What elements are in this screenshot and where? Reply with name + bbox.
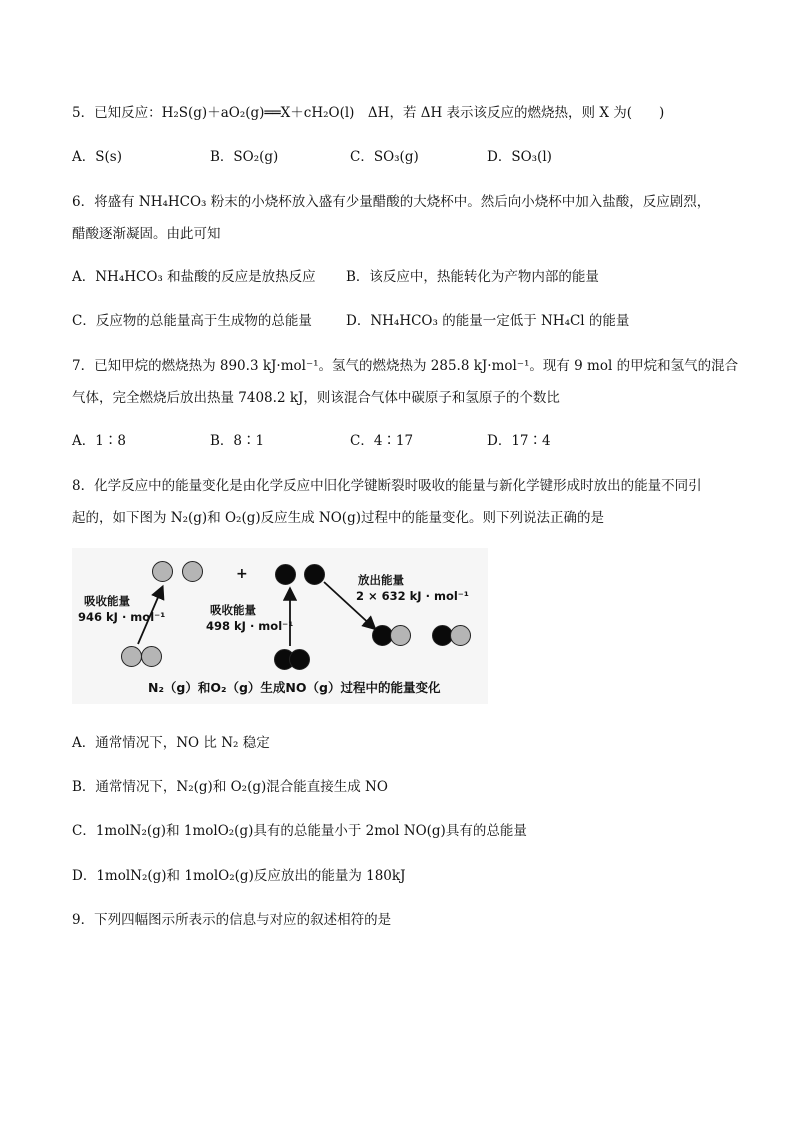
q7-option-b: B．8∶1: [210, 433, 265, 449]
q8-option-a: A．通常情况下，NO 比 N₂ 稳定: [72, 735, 270, 751]
q8-stem-line1: 8．化学反应中的能量变化是由化学反应中旧化学键断裂时吸收的能量与新化学键形成时放出的能量不同引: [72, 478, 702, 494]
q6-option-d: D．NH₄HCO₃ 的能量一定低于 NH₄Cl 的能量: [346, 313, 630, 329]
figure-caption: N₂（g）和O₂（g）生成NO（g）过程中的能量变化: [148, 680, 441, 695]
q6-option-a: A．NH₄HCO₃ 和盐酸的反应是放热反应: [72, 269, 316, 285]
q7-option-d: D．17∶4: [487, 433, 551, 449]
q7-stem-line2: 气体，完全燃烧后放出热量 7408.2 kJ，则该混合气体中碳原子和氢原子的个数比: [72, 390, 560, 406]
q8-option-b: B．通常情况下，N₂(g)和 O₂(g)混合能直接生成 NO: [72, 779, 388, 795]
release-energy-label: 放出能量: [358, 573, 404, 587]
absorb-energy-label-2: 吸收能量: [210, 603, 256, 617]
q5-option-b: B．SO₂(g): [210, 149, 279, 165]
q7-stem-line1: 7．已知甲烷的燃烧热为 890.3 kJ·mol⁻¹。氢气的燃烧热为 285.8 kJ·mol⁻¹。现有 9 mol 的甲烷和氢气的混合: [72, 358, 739, 374]
q8-option-d: D．1molN₂(g)和 1molO₂(g)反应放出的能量为 180kJ: [72, 868, 406, 884]
q7-option-a: A．1∶8: [72, 433, 126, 449]
q8-option-c: C．1molN₂(g)和 1molO₂(g)具有的总能量小于 2mol NO(g)具有的总能量: [72, 823, 527, 839]
q5-option-c: C．SO₃(g): [350, 149, 419, 165]
q5-stem: 5．已知反应：H₂S(g)＋aO₂(g)══X＋cH₂O(l) ΔH，若 ΔH 表示该反应的燃烧热，则 X 为( ): [72, 105, 665, 121]
q6-option-c: C．反应物的总能量高于生成物的总能量: [72, 313, 312, 329]
plus-sign: +: [236, 566, 248, 582]
q7-option-c: C．4∶17: [350, 433, 414, 449]
q8-stem-line2: 起的，如下图为 N₂(g)和 O₂(g)反应生成 NO(g)过程中的能量变化。则下列说法正确的是: [72, 510, 604, 526]
q6-option-b: B．该反应中，热能转化为产物内部的能量: [346, 269, 599, 285]
q6-stem-line2: 醋酸逐渐凝固。由此可知: [72, 226, 221, 242]
q5-option-a: A．S(s): [72, 149, 122, 165]
q5-option-d: D．SO₃(l): [487, 149, 552, 165]
q6-stem-line1: 6．将盛有 NH₄HCO₃ 粉末的小烧杯放入盛有少量醋酸的大烧杯中。然后向小烧杯中加入盐酸，反应剧烈，: [72, 194, 711, 210]
absorb-energy-label-1: 吸收能量: [84, 594, 130, 608]
absorb-energy-value-1: 946 kJ · mol⁻¹: [78, 610, 166, 624]
q9-stem: 9．下列四幅图示所表示的信息与对应的叙述相符的是: [72, 912, 392, 928]
absorb-energy-value-2: 498 kJ · mol⁻¹: [206, 619, 294, 633]
energy-change-figure: [72, 548, 488, 704]
release-energy-value: 2 × 632 kJ · mol⁻¹: [356, 589, 469, 603]
